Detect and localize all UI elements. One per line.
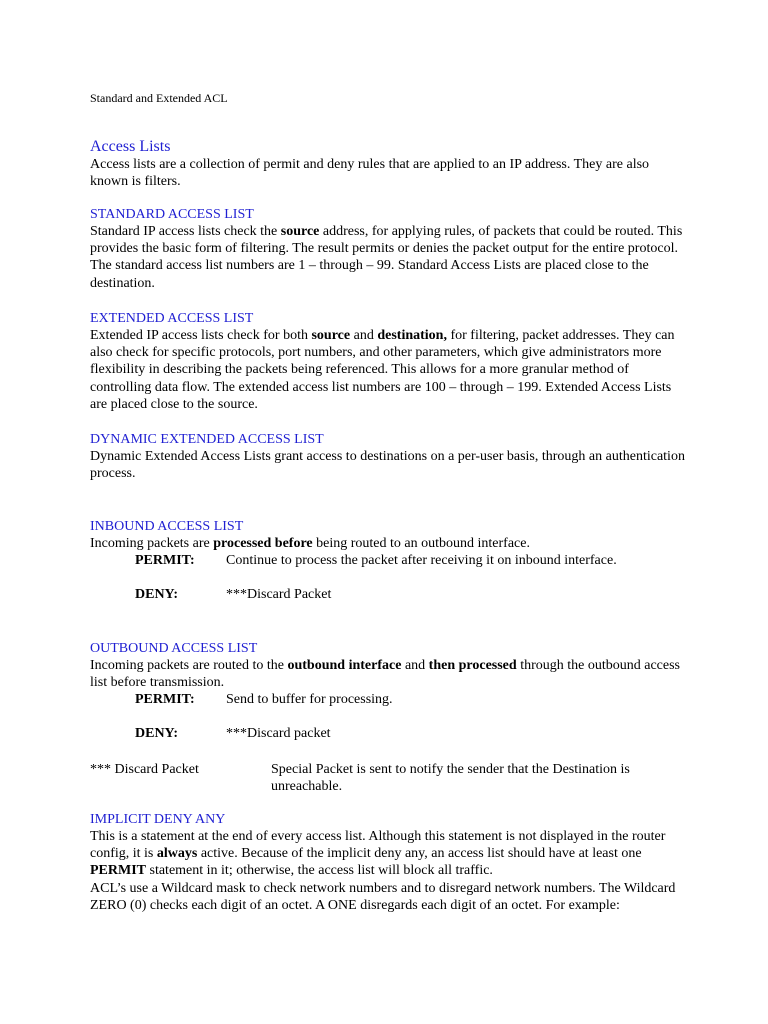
outbound-deny-text: ***Discard packet (226, 726, 331, 742)
outbound-permit-row (90, 691, 690, 708)
outbound-paragraph (90, 657, 690, 691)
inbound-permit-row (90, 552, 690, 569)
extended-text-2: and (350, 328, 378, 343)
dynamic-section (90, 431, 690, 482)
discard-note-text: Special Packet is sent to notify the sender that the Destination is unreachable. (271, 762, 630, 795)
outbound-deny-row (90, 725, 690, 742)
outbound-text-3: through the outbound access list before transmission. (90, 658, 680, 691)
access-lists-paragraph: Access lists are a collection of permit and deny rules that are applied to an IP address. They are also known is filters. (90, 157, 650, 190)
inbound-text-2: being routed to an outbound interface. (312, 536, 530, 551)
outbound-deny-label: DENY: (135, 726, 179, 742)
outbound-permit-label: PERMIT: (135, 692, 195, 708)
inbound-paragraph (90, 535, 690, 552)
extended-heading: EXTENDED ACCESS LIST (90, 311, 254, 326)
implicit-bold-permit: PERMIT (90, 863, 146, 879)
outbound-bold-outbound-interface: outbound interface (287, 658, 402, 673)
dynamic-heading: DYNAMIC EXTENDED ACCESS LIST (90, 432, 324, 447)
standard-paragraph (90, 223, 690, 292)
inbound-heading: INBOUND ACCESS LIST (90, 519, 244, 534)
discard-note (90, 761, 690, 797)
inbound-text-1: Incoming packets are (90, 536, 214, 551)
implicit-heading: IMPLICIT DENY ANY (90, 812, 226, 827)
outbound-section (90, 640, 690, 742)
access-lists-heading: Access Lists (90, 138, 171, 155)
implicit-text-3: statement in it; otherwise, the access list will block all traffic. (146, 863, 493, 879)
implicit-text-1: This is a statement at the end of every access list. Although this statement is not displayed in the router config, it is (90, 829, 666, 862)
outbound-text-2: and (401, 658, 429, 673)
outbound-bold-then-processed: then processed (428, 658, 517, 673)
wildcard-paragraph: ACL’s use a Wildcard mask to check network numbers and to disregard network numbers. The Wildcard ZERO (0) checks each digit of an octet. A ONE disregards each digit of an octet. For example: (90, 880, 676, 913)
standard-section (90, 206, 690, 292)
extended-text-1: Extended IP access lists check for both (90, 328, 312, 343)
implicit-text-2: active. Because of the implicit deny any, an access list should have at least one (197, 846, 642, 862)
extended-bold-source: source (311, 328, 351, 343)
inbound-bold-processed-before: processed before (213, 536, 313, 551)
outbound-text-1: Incoming packets are routed to the (90, 658, 288, 673)
inbound-section (90, 518, 690, 603)
extended-paragraph (90, 327, 690, 413)
inbound-deny-text: ***Discard Packet (226, 587, 332, 603)
dynamic-paragraph: Dynamic Extended Access Lists grant access to destinations on a per-user basis, through an authentication process. (90, 449, 685, 482)
inbound-permit-label: PERMIT: (135, 553, 195, 569)
outbound-heading: OUTBOUND ACCESS LIST (90, 641, 258, 656)
extended-text-3: for filtering, packet addresses. They can also check for specific protocols, port numbers, and other parameters, which give administrators more flexibility in describing the packets being referenced. This allows for a more granular method of controlling data flow. The extended access list numbers are 100 – through – 199. Extended Access Lists are placed close to the source. (90, 328, 675, 412)
standard-text-2: address, for applying rules, of packets that could be routed. This provides the basic form of filtering. The result permits or denies the packet output for the entire protocol. The standard access list numbers are 1 – through – 99. Standard Access Lists are placed close to the destination. (90, 224, 683, 291)
standard-heading: STANDARD ACCESS LIST (90, 207, 254, 222)
outbound-permit-text: Send to buffer for processing. (226, 692, 393, 708)
inbound-permit-text: Continue to process the packet after receiving it on inbound interface. (226, 553, 617, 569)
implicit-bold-always: always (156, 846, 198, 862)
inbound-deny-row (90, 586, 690, 603)
access-lists-section (90, 156, 690, 190)
document-title: Standard and Extended ACL (90, 91, 228, 105)
discard-note-label: *** Discard Packet (90, 762, 199, 777)
extended-section (90, 310, 690, 413)
implicit-section (90, 811, 690, 914)
standard-bold-source: source (280, 224, 320, 239)
standard-text-1: Standard IP access lists check the (90, 224, 281, 239)
extended-bold-destination: destination, (377, 328, 447, 343)
implicit-paragraph (90, 828, 690, 880)
inbound-deny-label: DENY: (135, 587, 179, 603)
